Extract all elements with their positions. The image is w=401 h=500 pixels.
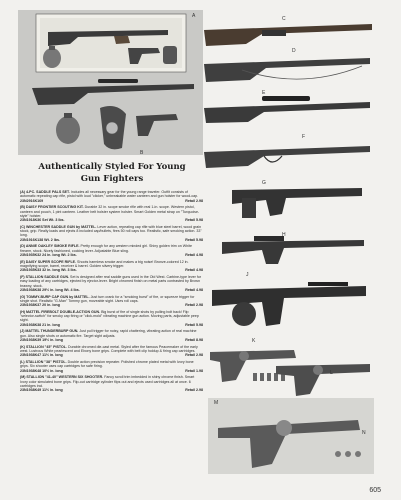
item-text: Shoots harmless smoke and makes a big noise! Bronze-colored 12 in. magnifying scope, barrel, receiver & barrel. Golden silvery trigger. (20, 259, 189, 269)
item-price: Retail 5.98 (185, 218, 203, 223)
item-h (20, 310, 203, 327)
item-b (20, 205, 203, 222)
photo-label-n: N (362, 430, 366, 436)
winchester-saddle-gun-photo (202, 18, 374, 48)
item-price: Retail 1.98 (185, 368, 203, 373)
item-price: Retail 4.98 (185, 253, 203, 258)
headline-line-2: Gun Fighters (80, 174, 144, 184)
photo-label-e: E (262, 90, 266, 96)
thunderburp-gun-photo (208, 274, 372, 334)
item-order-line (20, 199, 203, 203)
photo-label-b: B (140, 150, 144, 156)
item-title: (J) MATTEL THUNDERBURP GUN. (20, 329, 79, 334)
item-order-line (20, 303, 203, 307)
item-title: (K) STALLION "45" PISTOL. (20, 344, 68, 349)
item-text: Just pull trigger for noisy, rapid chattering, vibrating action of real machine gun. Also single shots or automatic fire. Target sight adjusts. (20, 329, 197, 338)
item-price: Retail 2.98 (185, 303, 203, 308)
item-text: Lever action, repeating cap rifle with blue steel barrel, wood grain stock, grip. Really loads and ejects 8 included cap/bullets, fires 50 roll caps too. Realistic, safe smoking action. 33" long. (20, 224, 202, 238)
item-text: Big burst of fire of single shots by pulling bolt back! Flip "selector-switch" for smoky cap firing or "click-mold" vibrating machine gun action. Moving parts, adjustable peep sight. (20, 309, 199, 323)
item-title: (G) TOMMY-BURP CAP GUN by MATTEL. (20, 294, 90, 299)
item-title: (F) STALLION SADDLE GUN. (20, 275, 70, 279)
item-d (20, 244, 203, 257)
item-price: Retail 2.98 (185, 353, 203, 358)
photo-label-h: H (282, 232, 286, 238)
item-order-line (20, 268, 203, 272)
item-catalog-number: 23N1935K33 32 in. long Wt. 3 lbs. (20, 268, 77, 273)
item-order-line (20, 218, 203, 222)
item-text: Set is designed after real saddle guns used in the Old West. Carbine-type lever for easy loading of any cartridges, ejected by ejector-lever. Bright chromed finish on metal parts contrasted by Brown brawny, stock. (20, 275, 202, 288)
stallion-38-pistol-photo (270, 352, 376, 398)
item-price: Retail 5.98 (185, 322, 203, 327)
item-order-line (20, 253, 203, 257)
item-title: (C) WINCHESTER SADDLE GUN by MATTEL. (20, 224, 97, 229)
item-catalog-number: 23N1938K48 10½ in. long (20, 368, 63, 373)
item-c (20, 225, 203, 242)
item-catalog-number: 23N1935K32 24 in. long Wt. 2 lbs. (20, 253, 77, 258)
photo-label-f: F (302, 134, 306, 140)
saddle-pals-set-photo (18, 10, 203, 155)
item-order-line (20, 388, 203, 392)
item-order-line (20, 238, 203, 242)
page-number: 605 (369, 487, 381, 494)
item-catalog-number: 23N1938K37 20 in. long (20, 303, 60, 308)
item-g (20, 295, 203, 308)
item-text: Durable chromed die-cast metal. Styled after the famous Peacemaker of the early west. Lustrous White pearlescent and Ebony bone grips. Complete with belt clip holdup & firing cap cartridges. (20, 344, 198, 354)
tommy-burp-cap-gun-photo (212, 180, 372, 220)
item-title: (D) ANNIE OAKLEY SMOKE RIFLE. (20, 244, 80, 249)
daisy-super-scope-rifle-photo (202, 92, 374, 124)
headline-line-1: Authentically Styled For Young (38, 162, 186, 172)
item-catalog-number: 23N1916K138 Wt. 2 lbs. (20, 237, 60, 242)
item-order-line (20, 338, 203, 342)
item-text: Includes all necessary gear for the young range traveler. Outfit consists of automatic repeating cap rifle, pistol with loud "clicker," unbreakable water canteen and gun holster for wood-cap. (20, 190, 199, 199)
photo-label-j: J (246, 272, 249, 278)
item-title: (M) STALLION "41-40" WESTERN SIX SHOOTER. (20, 375, 104, 380)
item-text: Fancy scroll trim imbedded in shiny chrome finish. Smart Ivory color simulated bone grips. Flip-out cartridge cylinder flips out and ejects used cartridges all at once. 6 cartridges incl. (20, 375, 195, 388)
item-m (20, 375, 203, 392)
item-price: Retail 8.98 (185, 338, 203, 343)
item-title: (B) DAISY FRONTIER SCOUTING KIT. (20, 205, 84, 210)
item-text: Just turn crank for a "smoking burst" of fire, or squeeze trigger for single shot. Realistic "G-Man" Tommy gun, moveable sight. Uses roll caps. (20, 294, 195, 303)
item-f (20, 275, 203, 292)
item-price: Retail 5.98 (185, 237, 203, 242)
item-title: (H) MATTEL FIREBOLT DOUBLE-ACTION GUN. (20, 309, 101, 314)
item-l (20, 360, 203, 373)
item-price: Retail 4.98 (185, 268, 203, 273)
item-j (20, 329, 203, 342)
photo-label-a: A (192, 13, 196, 19)
item-price: Retail 4.98 (185, 287, 203, 292)
item-text: Pretty enough for any western minded girl. Shiny golden trim on White firearm, stock. Nicely fashioned, cocking lever. Adjustable Blue sling. (20, 244, 192, 253)
item-catalog-number: 23N1918K36 Set Wt. 3 lbs. (20, 218, 65, 223)
item-descriptions (20, 190, 203, 478)
photo-label-k: K (252, 338, 256, 344)
item-catalog-number: 23N2916K169 (20, 198, 44, 203)
item-title: (L) STALLION "38" PISTOL. (20, 360, 67, 364)
item-catalog-number: 23N1938K39 19½ in. long (20, 338, 63, 343)
annie-oakley-smoke-rifle-photo (202, 50, 374, 84)
item-catalog-number: 23N1938K38 29½ in. long Wt. 4 lbs. (20, 287, 80, 292)
item-catalog-number: 23N1938K49 11½ in. long (20, 388, 63, 393)
photo-label-d: D (292, 48, 296, 54)
item-order-line (20, 369, 203, 373)
western-six-shooter-photo (208, 398, 374, 474)
photo-label-m: M (214, 400, 219, 406)
item-order-line (20, 323, 203, 327)
item-text: Durable 32 in. scope smoke rifle with real 1-in. scope. Western pistol, canteen and pouch, 1 pint canteen. Leather belt holster system holster. Smart Golden metal strap on "Turquoise-style" holster. (20, 205, 200, 218)
item-price: Retail 2.98 (185, 388, 203, 393)
item-a (20, 190, 203, 203)
item-k (20, 345, 203, 358)
stallion-saddle-gun-photo (202, 136, 374, 170)
photo-label-l: L (330, 370, 333, 376)
item-catalog-number: 23N1938K38 21 in. long (20, 322, 60, 327)
item-order-line (20, 353, 203, 357)
item-title: (E) DAISY SUPER SCOPE RIFLE. (20, 259, 77, 264)
item-order-line (20, 288, 203, 292)
item-price: Retail 2.98 (185, 198, 203, 203)
item-e (20, 260, 203, 273)
photo-label-g: G (262, 180, 266, 186)
item-catalog-number: 23N1938K47 11½ in. long (20, 353, 63, 358)
item-text: Double action precision repeater. Polished chrome plated metal with Ivory bone grips. Six shooter uses cap cartridges for safe firing. (20, 360, 194, 369)
photo-label-c: C (282, 16, 286, 22)
item-title: (A) 4-PC. SADDLE PALS SET. (20, 190, 70, 194)
firebolt-double-action-gun-photo (214, 228, 370, 268)
